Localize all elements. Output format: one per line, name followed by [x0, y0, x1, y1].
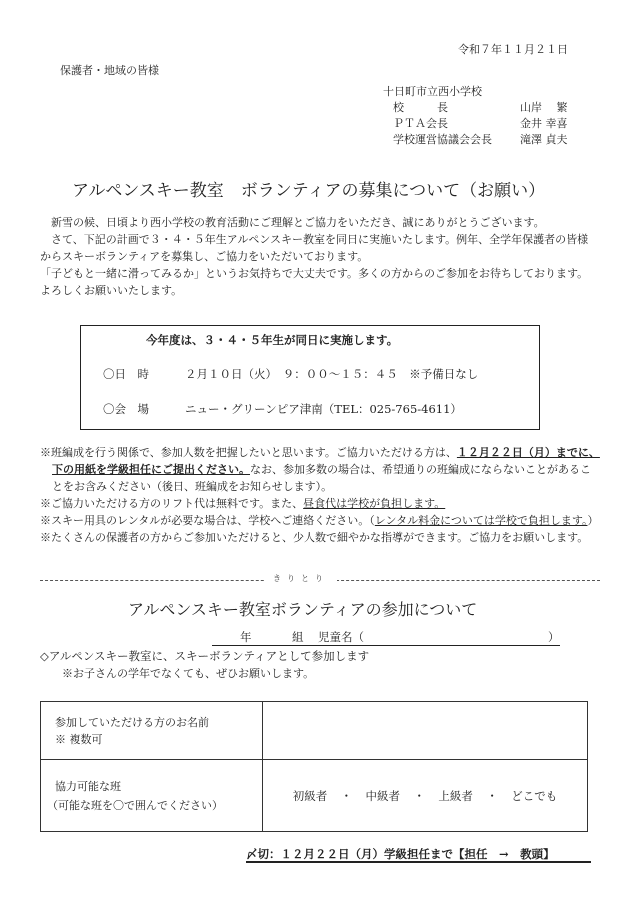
- notes: [40, 444, 605, 546]
- deadline-underline: [246, 861, 591, 863]
- student-info-underline: [212, 645, 560, 646]
- school-name: 十日町市立西小学校: [383, 85, 482, 98]
- note-lunch-emphasis: 昼食代は学校が負担します。: [303, 497, 446, 510]
- note-1-cont: [40, 461, 605, 478]
- option-intermediate[interactable]: 中級者: [365, 788, 401, 803]
- note-rental-emphasis: レンタル料金については学校で負担します。: [374, 514, 588, 527]
- option-beginner[interactable]: 初級者: [292, 788, 328, 803]
- signer-name-pta: 金井 幸喜: [520, 117, 568, 130]
- intro-line: よろしくお願いいたします。: [40, 284, 183, 297]
- participation-statement: ◇アルペンスキー教室に、スキーボランティアとして参加します: [40, 649, 370, 663]
- note-4: ※たくさんの保護者の方からご参加いただけると、少人数で細やかな指導ができます。ご協力をお願いします。: [40, 531, 589, 544]
- group-row-label: [41, 760, 263, 832]
- intro-text: [40, 214, 600, 299]
- date-value: ２月１０日（火） ９：００～１５：４５ ※予備日なし: [185, 367, 479, 381]
- name-row-label: [41, 702, 263, 760]
- note-deadline-emphasis: １２月２２日（月）までに、: [456, 446, 600, 459]
- box-heading: 今年度は、３・４・５年生が同日に実施します。: [146, 333, 399, 347]
- intro-line: さて、下記の計画で３・４・５年生アルペンスキー教室を同日に実施いたします。例年、全学年保護者の皆様: [40, 233, 589, 246]
- signer-role-pta: ＰＴＡ会長: [393, 117, 448, 130]
- name-row-sub-text: ※ 複数可: [55, 732, 103, 746]
- recipient: 保護者・地域の皆様: [60, 64, 159, 77]
- class-label: 組: [292, 630, 304, 644]
- note-1-cont2: [40, 478, 605, 495]
- note-text: ※スキー用具のレンタルが必要な場合は、学校へご連絡ください。（: [40, 514, 375, 527]
- option-separator: ・: [340, 788, 353, 803]
- note-text: ）: [587, 514, 599, 527]
- intro-line: 「子どもと一緒に滑ってみるか」というお気持ちで大丈夫です。多くの方からのご参加をお待ちしております。: [40, 267, 589, 280]
- signer-role-principal: 校 長: [393, 101, 448, 114]
- date-label: 〇日 時: [103, 367, 149, 381]
- participation-sub-note: ※お子さんの学年でなくても、ぜひお願いします。: [62, 667, 315, 680]
- note-2: [40, 495, 605, 512]
- group-row-sub-text: （可能な班を〇で囲んでください）: [47, 798, 223, 812]
- option-separator: ・: [413, 788, 425, 803]
- group-row-label-text: 協力可能な班: [55, 779, 121, 793]
- note-submit-emphasis: 下の用紙を学級担任にご提出ください。: [52, 463, 250, 476]
- venue-label: 〇会 場: [103, 402, 149, 416]
- page-title: アルペンスキー教室 ボランティアの募集について（お願い）: [72, 181, 546, 201]
- option-separator: ・: [486, 788, 498, 803]
- venue-value: ニュー・グリーンピア津南（TEL：025-765-4611）: [185, 402, 462, 416]
- option-advanced[interactable]: 上級者: [438, 788, 473, 803]
- signer-role-council: 学校運営協議会会長: [393, 133, 492, 146]
- signer-name-council: 滝澤 貞夫: [520, 133, 568, 146]
- note-1: [40, 444, 605, 461]
- intro-line: 新雪の候、日頃より西小学校の教育活動にご理解とご協力をいただき、誠にありがとうございます。: [40, 216, 545, 229]
- issue-date: 令和７年１１月２１日: [458, 43, 568, 56]
- note-text: なお、参加多数の場合は、希望通りの班編成にならないことがあるこ: [250, 463, 591, 476]
- participant-name-field[interactable]: [263, 702, 588, 760]
- note-3: [40, 512, 605, 529]
- form-title: アルペンスキー教室ボランティアの参加について: [128, 600, 478, 619]
- name-row-label-text: 参加していただける方のお名前: [55, 715, 209, 729]
- option-any[interactable]: どこでも: [511, 788, 558, 803]
- student-name-close: ）: [548, 630, 560, 644]
- grade-label: 年: [240, 630, 252, 644]
- group-options-cell: [263, 760, 588, 832]
- cut-label: きりとり: [265, 573, 337, 584]
- signer-name-principal: 山岸 繁: [520, 101, 568, 114]
- note-text: ※ご協力いただける方のリフト代は無料です。また、: [40, 497, 304, 510]
- intro-line: からスキーボランティアを募集し、ご協力をいただいております。: [40, 250, 369, 263]
- student-name-label: 児童名（: [318, 630, 364, 644]
- deadline-note: 〆切：１２月２２日（月）学級担任まで【担任 → 教頭】: [246, 847, 555, 861]
- event-info-box: [80, 325, 540, 430]
- note-text: とをお含みください（後日、班編成をお知らせします）。: [52, 480, 333, 493]
- note-text: ※班編成を行う関係で、参加人数を把握したいと思います。ご協力いただける方は、: [40, 446, 457, 459]
- participation-form-table: [40, 701, 588, 832]
